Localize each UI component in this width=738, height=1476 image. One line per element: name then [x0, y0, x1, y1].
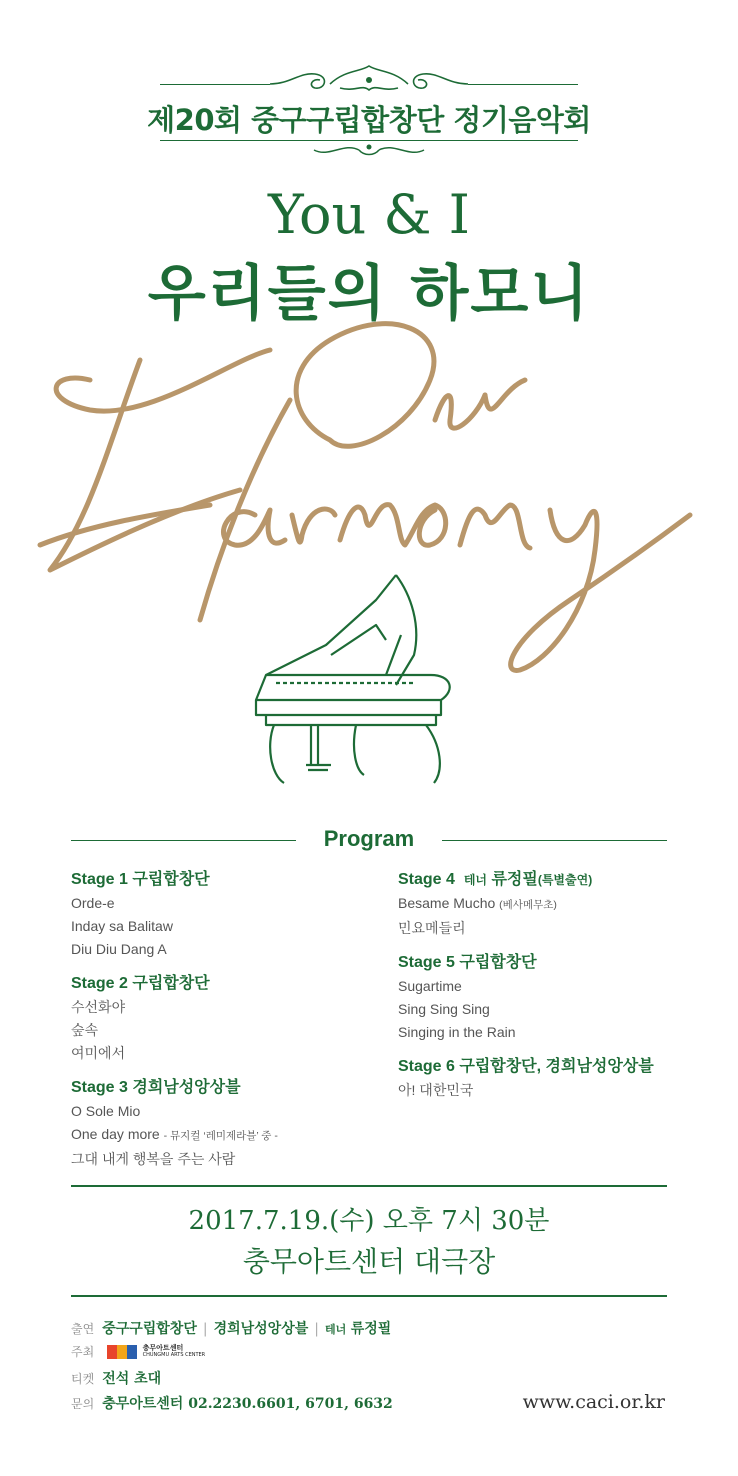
stage-3 — [71, 1076, 371, 1171]
stage-1-item: Inday sa Balitaw — [71, 918, 173, 934]
event-rule-bottom — [71, 1295, 667, 1297]
stage-2-title: Stage 2 구립합창단 — [71, 975, 210, 992]
chungmu-arts-center-logo: 충무아트센터 CHUNGMU ARTS CENTER — [107, 1345, 206, 1359]
stage-5 — [398, 951, 678, 1044]
stage-1-item: Orde-e — [71, 895, 115, 911]
stage-2 — [71, 972, 371, 1065]
stage-3-item: 그대 내게 행복을 주는 사람 — [71, 1151, 236, 1167]
program-heading: Program — [323, 826, 415, 851]
program-left-column — [71, 868, 371, 1182]
stage-4-item: 민요메들리 — [398, 920, 466, 936]
stage-1-item: Diu Diu Dang A — [71, 941, 167, 957]
info-ticket: 티켓 전석 초대 — [71, 1371, 162, 1387]
stage-4-item: Besame Mucho (베사메무초) — [398, 895, 557, 911]
stage-2-item: 숲속 — [71, 1022, 99, 1038]
info-host: 주최 충무아트센터 CHUNGMU ARTS CENTER — [71, 1344, 206, 1359]
stage-6-title: Stage 6 구립합창단, 경희남성앙상블 — [398, 1058, 654, 1075]
logo-mark-icon — [107, 1345, 137, 1359]
stage-3-title: Stage 3 경희남성앙상블 — [71, 1079, 241, 1096]
stage-3-item-title: One day more — [71, 1126, 160, 1142]
stage-4 — [398, 868, 678, 940]
event-rule-top — [71, 1185, 667, 1187]
ornament-flourish-top-icon — [270, 62, 468, 102]
info-contact: 문의 충무아트센터 02.2230.6601, 6701, 6632 — [71, 1396, 393, 1412]
stage-1 — [71, 868, 371, 961]
stage-3-item-note: - 뮤지컬 ‘레미제라블’ 중 - — [163, 1130, 278, 1142]
stage-6-item: 아! 대한민국 — [398, 1082, 474, 1098]
header-top-rule-right — [468, 84, 578, 85]
event-date: 2017.7.19.(수) 오후 7시 30분 — [188, 1206, 550, 1236]
stage-1-title: Stage 1 구립합창단 — [71, 871, 210, 888]
program-right-column — [398, 868, 678, 1113]
stage-5-title: Stage 5 구립합창단 — [398, 954, 537, 971]
stage-2-item: 여미에서 — [71, 1045, 126, 1061]
header-top-rule-left — [160, 84, 270, 85]
concert-title: 제20회 중구구립합창단 정기음악회 — [147, 103, 591, 137]
stage-3-item: O Sole Mio — [71, 1103, 141, 1119]
program-rule-right — [442, 840, 667, 841]
stage-4-title: Stage 4 테너 류정필(특별출연) — [398, 871, 593, 888]
stage-2-item: 수선화야 — [71, 999, 126, 1015]
event-venue: 충무아트센터 대극장 — [242, 1245, 496, 1278]
website-link[interactable]: www.caci.or.kr — [522, 1391, 665, 1413]
main-title-korean: 우리들의 하모니 — [147, 259, 591, 329]
stage-5-item: Singing in the Rain — [398, 1024, 516, 1040]
ornament-flourish-bottom-icon — [309, 138, 429, 160]
stage-5-item: Sugartime — [398, 978, 462, 994]
info-performers: 출연 중구구립합창단 | 경희남성앙상블 | 테너 류정필 — [71, 1321, 392, 1337]
stage-5-item: Sing Sing Sing — [398, 1001, 490, 1017]
main-title-english: You & I — [268, 183, 470, 246]
stage-3-item — [71, 1123, 371, 1148]
grand-piano-illustration-icon — [236, 565, 476, 795]
stage-6 — [398, 1055, 678, 1102]
